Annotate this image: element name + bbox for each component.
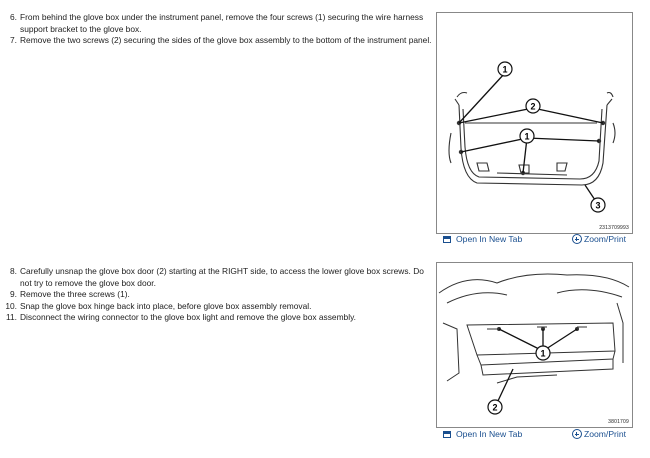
glove-box-screws-figure xyxy=(436,12,633,234)
figure-id: 3801709 xyxy=(608,419,629,425)
plus-circle-icon xyxy=(572,429,582,439)
glove-box-illustration xyxy=(437,13,632,233)
step-text: Remove the two screws (2) securing the sides of the glove box assembly to the bottom of the instrument panel. xyxy=(20,35,432,46)
open-in-new-tab-label: Open In New Tab xyxy=(456,429,523,439)
open-in-new-tab-link[interactable] xyxy=(443,234,522,244)
step-item xyxy=(0,266,432,289)
step-number: 7. xyxy=(10,35,17,46)
callout-2: 2 xyxy=(492,402,498,413)
step-text: Snap the glove box hinge back into place, before glove box assembly removal. xyxy=(20,300,312,311)
step-number: 10. xyxy=(5,300,17,311)
step-number: 9. xyxy=(10,289,17,300)
zoom-print-label: Zoom/Print xyxy=(583,429,626,439)
step-text: From behind the glove box under the instrument panel, remove the four screws (1) securing the wire harness support bracket to the glove box. xyxy=(20,12,424,34)
external-window-icon xyxy=(443,236,451,243)
callout-2: 2 xyxy=(530,101,536,112)
figure-toolbar xyxy=(437,429,632,442)
plus-circle-icon xyxy=(572,234,582,244)
step-number: 11. xyxy=(5,312,17,323)
step-number: 8. xyxy=(10,266,17,276)
step-text: Remove the three screws (1). xyxy=(20,289,130,300)
zoom-print-link[interactable] xyxy=(572,429,626,439)
step-text: Disconnect the wiring connector to the glove box light and remove the glove box assembly. xyxy=(20,312,356,323)
figure-toolbar xyxy=(437,234,632,247)
step-item xyxy=(0,35,432,47)
glove-box-door-illustration xyxy=(437,263,632,427)
external-window-icon xyxy=(443,431,451,438)
step-text: Carefully unsnap the glove box door (2) starting at the RIGHT side, to access the lower glove box screws. Do not try to remove the glove box door. xyxy=(20,266,424,288)
callout-1: 1 xyxy=(540,348,546,359)
step-item xyxy=(0,289,432,301)
glove-box-door-figure xyxy=(436,262,633,428)
open-in-new-tab-label: Open In New Tab xyxy=(456,234,523,244)
steps-list-top xyxy=(0,12,432,47)
zoom-print-link[interactable] xyxy=(572,234,626,244)
step-item xyxy=(0,312,432,324)
callout-3: 3 xyxy=(595,200,601,211)
step-number: 6. xyxy=(10,12,17,22)
steps-list-bottom xyxy=(0,266,432,324)
step-item xyxy=(0,12,432,35)
figure-id: 2313709993 xyxy=(599,225,629,231)
zoom-print-label: Zoom/Print xyxy=(583,234,626,244)
callout-1: 1 xyxy=(502,64,508,75)
open-in-new-tab-link[interactable] xyxy=(443,429,522,439)
callout-1: 1 xyxy=(524,131,530,142)
step-item xyxy=(0,301,432,313)
